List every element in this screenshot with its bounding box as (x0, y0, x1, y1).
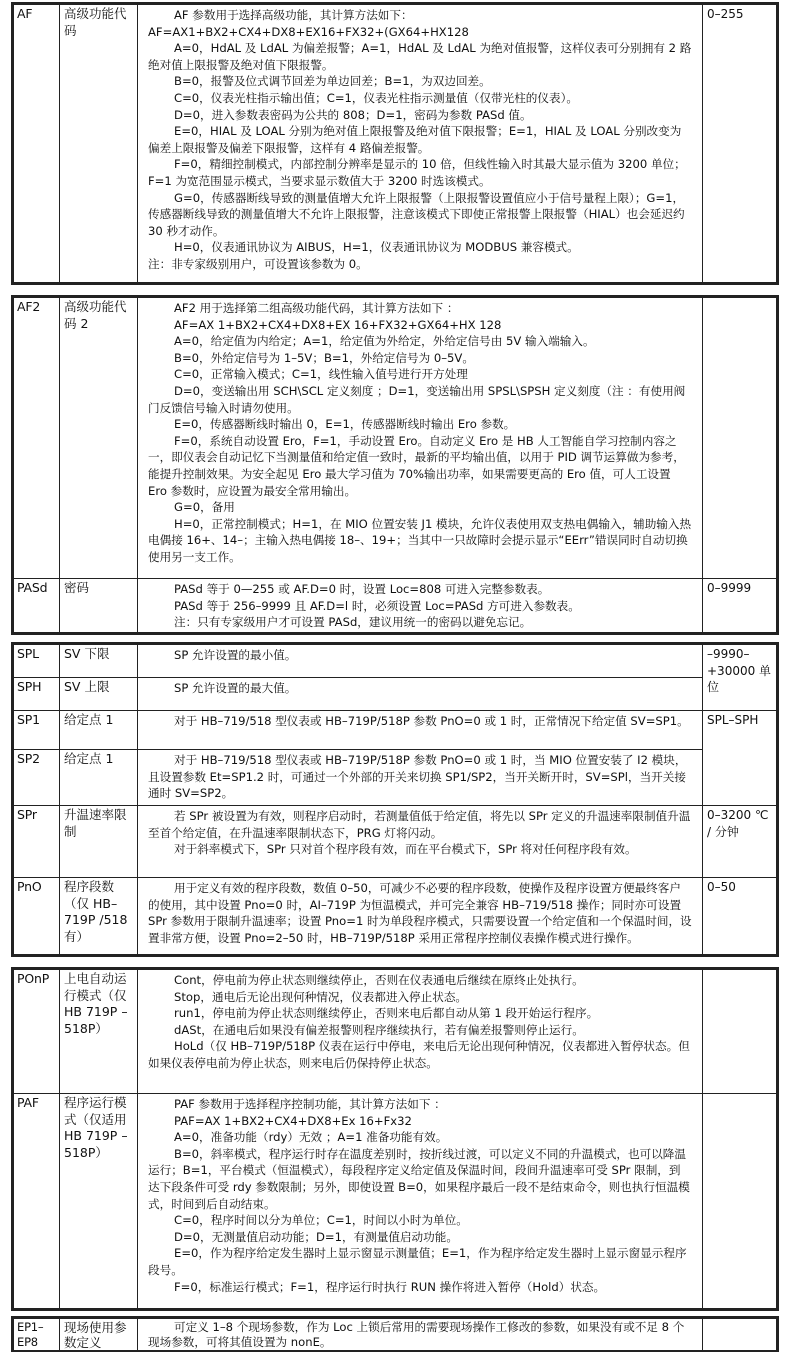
param-description: 对于 HB–719/518 型仪表或 HB–719P/518P 参数 PnO=0 或 1 时，当 MIO 位置安装了 I2 模块，且设置参数 Et=SP1.2 时，可通过一个外部的开关来切换 SP1/SP2，当开关断开时，SV=SPl，当开关接通时 SV=SP2。 (138, 750, 703, 806)
param-range: 0–3200 ℃ / 分钟 (703, 806, 777, 878)
table-row (14, 579, 777, 633)
param-description: 可定义 1–8 个现场参数，作为 Loc 上锁后常用的需要现场操作工修改的参数，如果没有或不足 8 个现场参数，可将其值设置为 nonE。 (138, 1319, 703, 1351)
param-name: 上电自动运行模式（仅 HB 719P –518P） (60, 970, 138, 1094)
param-code: SP1 (14, 711, 60, 750)
param-range: 0–255 (703, 5, 777, 283)
param-code: AF (14, 5, 60, 283)
table-row (14, 645, 777, 678)
param-code: PAF (14, 1094, 60, 1309)
table-row (14, 806, 777, 878)
param-description: 用于定义有效的程序段数，数值 0–50，可减少不必要的程序段数，使操作及程序设置方便最终客户的使用，其中设置 Pno=0 时，AI–719P 为恒温模式，并可完全兼容 HB–719/518 操作；同时亦可设置 SPr 参数用于限制升温速率；设置 Pno=1 时为单段程序模式，只需要设置一个给定值和一个保温时间，设置非常方便，设置 Pno=2–50 时，HB–719P/518P 采用正常程序控制仪表操作模式进行操作。 (138, 878, 703, 955)
param-name: 高级功能代码 (60, 5, 138, 283)
param-name: 升温速率限制 (60, 806, 138, 878)
param-range: –9990–+30000 单位 (703, 645, 777, 711)
param-name: 程序运行模式（仅适用 HB 719P –518P） (60, 1094, 138, 1309)
param-description: AF 参数用于选择高级功能，其计算方法如下： AF=AX1+BX2+CX4+DX8+EX16+FX32+(GX64+HX128 A=0，HdAL 及 LdAL 为偏差报警；A=1，HdAL 及 LdAL 为绝对值报警，这样仪表可分别拥有 2 路绝对值上限报警及绝对值下限报警。 B=0，报警及位式调节回差为单边回差；B=1，为双边回差。 C=0，仪表光柱指示输出值；C=1，仪表光柱指示测量值（仅带光柱的仪表）。 D=0，进入参数表密码为公共的 808；D=1，密码为参数 PASd 值。 E=0，HIAL 及 LOAL 分别为绝对值上限报警及绝对值下限报警；E=1，HIAL 及 LOAL 分别改变为偏差上限报警及偏差下限报警，这样有 4 路偏差报警。 F=0，精细控制模式，内部控制分辨率是显示的 10 倍，但线性输入时其最大显示值为 3200 单位；F=1 为宽范围显示模式，当要求显示数值大于 3200 时选该模式。 G=0，传感器断线导致的测量值增大允许上限报警（上限报警设置值应小于信号量程上限）；G=1，传感器断线导致的测量值增大不允许上限报警，注意该模式下即使正常报警上限报警（HIAL）也会延迟约 30 秒才动作。 H=0，仪表通讯协议为 AIBUS，H=1，仪表通讯协议为 MODBUS 兼容模式。 注：非专家级别用户，可设置该参数为 0。 (138, 5, 703, 283)
table-row (14, 878, 777, 955)
param-code: PnO (14, 878, 60, 955)
table-row (14, 750, 777, 806)
param-description: 对于 HB–719/518 型仪表或 HB–719P/518P 参数 PnO=0 或 1 时，正常情况下给定值 SV=SP1。 (138, 711, 703, 750)
table-row (14, 678, 777, 711)
param-code: SPr (14, 806, 60, 878)
af2-block (11, 295, 779, 635)
table-row (14, 1319, 777, 1351)
param-code: SP2 (14, 750, 60, 806)
table-row (14, 1094, 777, 1309)
param-name: SV 上限 (60, 678, 138, 711)
param-description: Cont，停电前为停止状态则继续停止，否则在仪表通电后继续在原终止处执行。 Stop，通电后无论出现何种情况，仪表都进入停止状态。 run1，停电前为停止状态则继续停止，否则来电后都自动从第 1 段开始运行程序。 dASt，在通电后如果没有偏差报警则程序继续执行，若有偏差报警则停止运行。 HoLd（仅 HB–719P/518P 仪表在运行中停电，来电后无论出现何种情况，仪表都进入暂停状态。但如果仪表停电前为停止状态，则来电后仍保持停止状态。 (138, 970, 703, 1094)
param-range (703, 298, 777, 579)
table-row (14, 5, 777, 283)
param-description: 若 SPr 被设置为有效，则程序启动时，若测量值低于给定值，将先以 SPr 定义的升温速率限制值升温至首个给定值，在升温速率限制状态下，PRG 灯将闪动。 对于斜率模式下，SPr 只对首个程序段有效，而在平台模式下，SPr 将对任何程序段有效。 (138, 806, 703, 878)
param-code: SPL (14, 645, 60, 678)
param-name: 给定点 1 (60, 711, 138, 750)
param-code: AF2 (14, 298, 60, 579)
param-description: SP 允许设置的最小值。 (138, 645, 703, 678)
param-code: POnP (14, 970, 60, 1094)
param-code: PASd (14, 579, 60, 633)
param-description: AF2 用于选择第二组高级功能代码，其计算方法如下 ： AF=AX 1+BX2+CX4+DX8+EX 16+FX32+GX64+HX 128 A=0，给定值为内给定；A=1，给定值为外给定，外给定信号由 5V 输入端输入。 B=0，外给定信号为 1–5V；B=1，外给定信号为 0–5V。 C=0，正常输入模式；C=1，线性输入值号进行开方处理 D=0，变送输出用 SCH\SCL 定义刻度 ；D=1，变送输出用 SPSL\SPSH 定义刻度（注 ：有使用阀门反馈信号输入时请勿使用。 E=0，传感器断线时输出 0，E=1，传感器断线时输出 Ero 参数。 F=0，系统自动设置 Ero，F=1，手动设置 Ero。自动定义 Ero 是 HB 人工智能自学习控制内容之一，即仪表会自动记忆下当测量值和给定值一致时，最新的平均输出值，以用于 PID 调节运算做为参考，能提升控制效果。为安全起见 Ero 最大学习值为 70%输出功率，如果需要更高的 Ero 值，可人工设置 Ero 参数时，应设置为最安全常用输出。 G=0，备用 H=0，正常控制模式；H=1，在 MIO 位置安装 J1 模块，允许仪表使用双支热电偶输入，辅助输入热电偶接 16+、14–；主输入热电偶接 18–、19+；当其中一只故障时会提示显示“EErr”错误同时自动切换使用另一支工作。 (138, 298, 703, 579)
program-block (11, 967, 779, 1311)
param-code: EP1–EP8 (14, 1319, 60, 1351)
param-name: 高级功能代码 2 (60, 298, 138, 579)
param-description: PAF 参数用于选择程序控制功能，其计算方法如下 ： PAF=AX 1+BX2+CX4+DX8+Ex 16+Fx32 A=0，准备功能（rdy）无效 ；A=1 准备功能有效。 B=0，斜率模式，程序运行时存在温度差别时，按折线过渡，可以定义不同的升温模式，也可以降温运行；B=1，平台模式（恒温模式），每段程序定义给定值及保温时间，段间升温速率可受 SPr 限制，到达下段条件可受 rdy 参数限制；另外，即使设置 B=0，如果程序最后一段不是结束命令，则也执行恒温模式，时间到后自动结束。 C=0，程序时间以分为单位；C=1，时间以小时为单位。 D=0，无测量值启动功能；D=1，有测量值启动功能。 E=0，作为程序给定发生器时上显示窗显示测量值；E=1，作为程序给定发生器时上显示窗显示程序段号。 F=0，标准运行模式；F=1，程序运行时执行 RUN 操作将进入暂停（Hold）状态。 (138, 1094, 703, 1309)
table-row (14, 298, 777, 579)
setpoint-block (11, 642, 779, 957)
param-name: 程序段数（仅 HB–719P /518 有） (60, 878, 138, 955)
param-description: PASd 等于 0—255 或 AF.D=0 时，设置 Loc=808 可进入完整参数表。 PASd 等于 256–9999 且 AF.D=l 时，必须设置 Loc=PASd 方可进入参数表。 注：只有专家级用户才可设置 PASd，建议用统一的密码以避免忘记。 (138, 579, 703, 633)
table-row (14, 711, 777, 750)
param-range: SPL–SPH (703, 711, 777, 806)
param-code: SPH (14, 678, 60, 711)
param-range (703, 970, 777, 1094)
param-name: 现场使用参数定义 (60, 1319, 138, 1351)
ep-block (11, 1316, 779, 1352)
param-description: SP 允许设置的最大值。 (138, 678, 703, 711)
table-row (14, 970, 777, 1094)
param-range (703, 1094, 777, 1309)
param-name: 密码 (60, 579, 138, 633)
param-range: 0–50 (703, 878, 777, 955)
param-name: SV 下限 (60, 645, 138, 678)
param-range: 0–9999 (703, 579, 777, 633)
param-name: 给定点 1 (60, 750, 138, 806)
af-block (11, 2, 779, 285)
param-range (703, 1319, 777, 1351)
